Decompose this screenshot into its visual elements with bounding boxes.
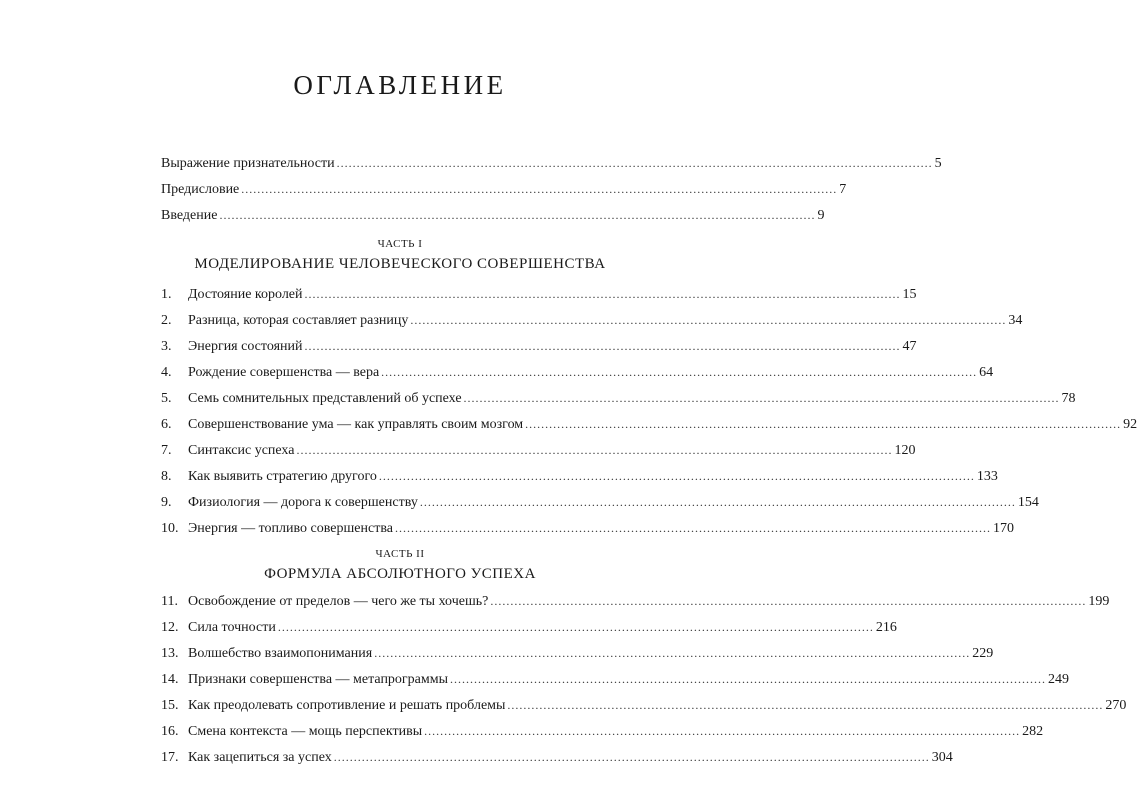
toc-entry-label: Смена контекста — мощь перспективы (188, 724, 423, 739)
chapter-number: 8. (161, 469, 172, 484)
chapter-number: 6. (161, 417, 172, 432)
toc-entry[interactable] (161, 411, 1137, 437)
toc-entry[interactable] (161, 437, 916, 463)
dot-leader: ..................................................................................................................................................... (450, 672, 1047, 686)
toc-entry-page: 9 (817, 208, 825, 223)
toc-entry-label: Физиология — дорога к совершенству (188, 495, 418, 510)
toc-entry[interactable] (161, 640, 994, 666)
toc-entry-page: 78 (1061, 391, 1076, 406)
toc-entry-label: Как преодолевать сопротивление и решать проблемы (188, 698, 506, 713)
toc-entry-label: Рождение совершенства — вера (188, 365, 380, 380)
toc-entry-page: 304 (931, 750, 953, 765)
dot-leader: ..................................................................................................................................................... (304, 287, 901, 301)
toc-entry-label: Сила точности (188, 620, 276, 635)
dot-leader: ..................................................................................................................................................... (296, 443, 893, 457)
toc-entry[interactable] (161, 463, 998, 489)
toc-entry-page: 64 (979, 365, 994, 380)
chapter-number: 10. (161, 521, 179, 536)
toc-entry-label: Признаки совершенства — метапрограммы (188, 672, 449, 687)
toc-entry-label: Освобождение от пределов — чего же ты хочешь? (188, 594, 489, 609)
toc-entry[interactable] (161, 666, 1070, 692)
toc-entry-label: Энергия — топливо совершенства (188, 521, 393, 536)
dot-leader: ..................................................................................................................................................... (333, 750, 930, 764)
toc-entry[interactable] (161, 692, 1127, 718)
toc-entry-label: Предисловие (161, 182, 240, 197)
toc-entry-page: 270 (1105, 698, 1127, 713)
toc-entry[interactable] (161, 333, 917, 359)
toc-entry[interactable] (161, 359, 994, 385)
dot-leader: ..................................................................................................................................................... (374, 646, 971, 660)
toc-entry-page: 154 (1017, 495, 1039, 510)
chapter-number: 4. (161, 365, 172, 380)
toc-entry[interactable] (161, 176, 847, 202)
toc-entry-page: 47 (902, 339, 917, 354)
toc-entry-label: Разница, которая составляет разницу (188, 313, 409, 328)
dot-leader: ..................................................................................................................................................... (219, 208, 816, 222)
dot-leader: ..................................................................................................................................................... (507, 698, 1104, 712)
chapter-number: 7. (161, 443, 172, 458)
dot-leader: ..................................................................................................................................................... (463, 391, 1060, 405)
part-title: МОДЕЛИРОВАНИЕ ЧЕЛОВЕЧЕСКОГО СОВЕРШЕНСТВА (194, 256, 606, 272)
toc-entry[interactable] (161, 385, 1076, 411)
toc-entry-page: 92 (1123, 417, 1137, 432)
toc-entry-page: 282 (1022, 724, 1044, 739)
toc-entry[interactable] (161, 281, 917, 307)
toc-entry[interactable] (161, 614, 897, 640)
chapter-number: 15. (161, 698, 179, 713)
toc-entry-label: Как зацепиться за успех (188, 750, 332, 765)
toc-entry-page: 249 (1048, 672, 1070, 687)
toc-entry-label: Синтаксис успеха (188, 443, 295, 458)
dot-leader: ..................................................................................................................................................... (525, 417, 1122, 431)
dot-leader: ..................................................................................................................................................... (394, 521, 991, 535)
toc-entry[interactable] (161, 202, 825, 228)
part-title: ФОРМУЛА АБСОЛЮТНОГО УСПЕХА (264, 566, 536, 582)
toc-entry-label: Волшебство взаимопонимания (188, 646, 373, 661)
toc-entry-label: Введение (161, 208, 218, 223)
dot-leader: ..................................................................................................................................................... (424, 724, 1021, 738)
part-label: ЧАСТЬ II (375, 548, 425, 560)
dot-leader: ..................................................................................................................................................... (419, 495, 1016, 509)
toc-entry-page: 120 (894, 443, 916, 458)
toc-entry[interactable] (161, 515, 1014, 541)
toc-entry[interactable] (161, 150, 942, 176)
front-matter-list (161, 150, 942, 228)
toc-entry-page: 15 (902, 287, 917, 302)
toc-entry-page: 199 (1088, 594, 1110, 609)
toc-entry-label: Как выявить стратегию другого (188, 469, 377, 484)
toc-entry-label: Выражение признательности (161, 156, 335, 171)
part-2-chapter-list (161, 588, 1127, 770)
toc-entry-page: 7 (839, 182, 847, 197)
chapter-number: 17. (161, 750, 179, 765)
toc-entry-label: Энергия состояний (188, 339, 303, 354)
chapter-number: 3. (161, 339, 172, 354)
chapter-number: 11. (161, 594, 178, 609)
dot-leader: ..................................................................................................................................................... (304, 339, 901, 353)
chapter-number: 9. (161, 495, 172, 510)
toc-entry-page: 34 (1008, 313, 1023, 328)
toc-entry-page: 170 (992, 521, 1014, 536)
toc-entry[interactable] (161, 718, 1044, 744)
toc-entry[interactable] (161, 489, 1039, 515)
toc-entry-page: 133 (976, 469, 998, 484)
dot-leader: ..................................................................................................................................................... (241, 182, 838, 196)
toc-entry-label: Достояние королей (188, 287, 303, 302)
chapter-number: 5. (161, 391, 172, 406)
toc-entry[interactable] (161, 744, 953, 770)
chapter-number: 2. (161, 313, 172, 328)
chapter-number: 1. (161, 287, 172, 302)
toc-entry[interactable] (161, 307, 1023, 333)
toc-entry-label: Семь сомнительных представлений об успехе (188, 391, 462, 406)
dot-leader: ..................................................................................................................................................... (336, 156, 933, 170)
chapter-number: 12. (161, 620, 179, 635)
toc-entry-page: 216 (875, 620, 897, 635)
dot-leader: ..................................................................................................................................................... (378, 469, 975, 483)
part-1-chapter-list (161, 281, 1137, 541)
toc-entry-page: 229 (972, 646, 994, 661)
dot-leader: ..................................................................................................................................................... (490, 594, 1087, 608)
toc-entry[interactable] (161, 588, 1110, 614)
toc-entry-page: 5 (934, 156, 942, 171)
chapter-number: 16. (161, 724, 179, 739)
chapter-number: 13. (161, 646, 179, 661)
part-label: ЧАСТЬ I (377, 238, 423, 250)
page-title: ОГЛАВЛЕНИЕ (293, 70, 507, 100)
chapter-number: 14. (161, 672, 179, 687)
dot-leader: ..................................................................................................................................................... (381, 365, 978, 379)
dot-leader: ..................................................................................................................................................... (277, 620, 874, 634)
toc-entry-label: Совершенствование ума — как управлять своим мозгом (188, 417, 524, 432)
dot-leader: ..................................................................................................................................................... (410, 313, 1007, 327)
